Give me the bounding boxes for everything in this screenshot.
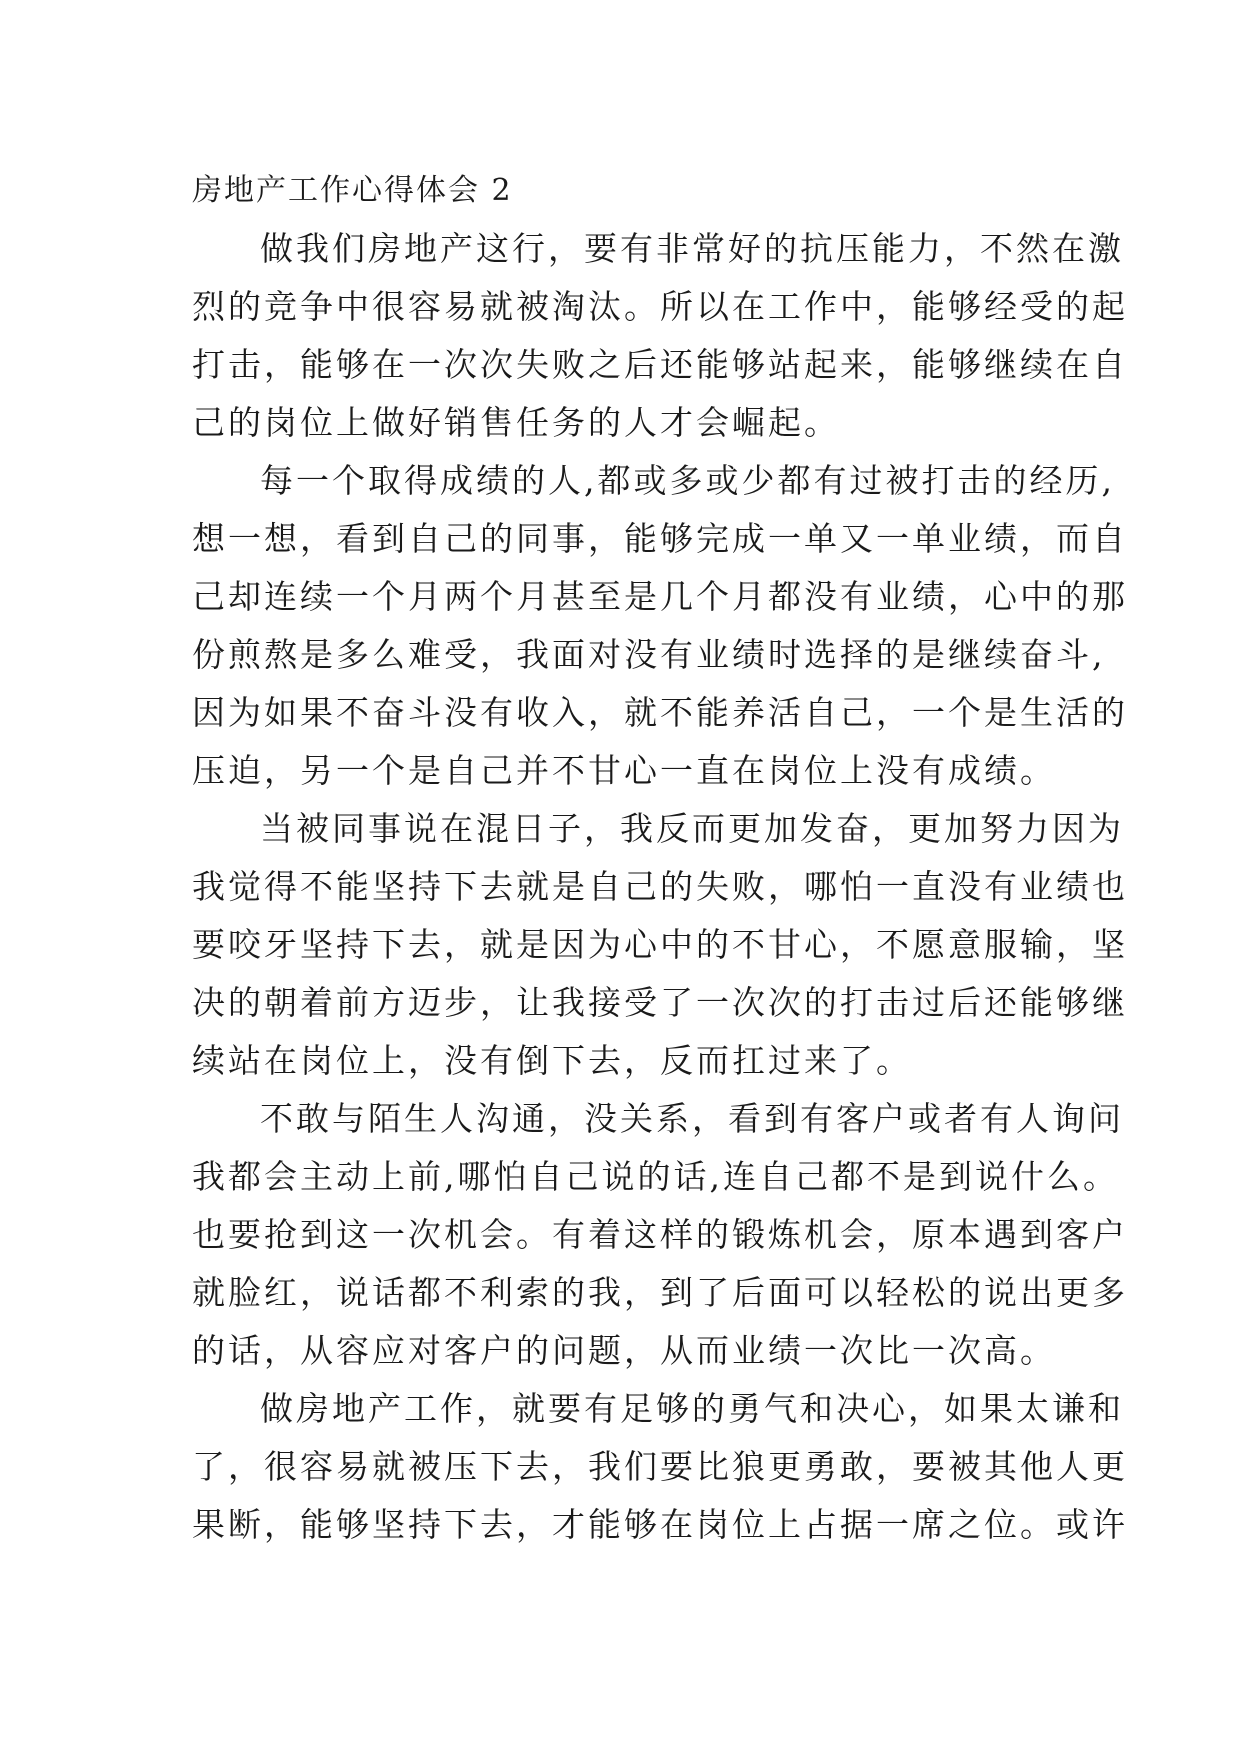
- paragraph-line: 我都会主动上前,哪怕自己说的话,连自己都不是到说什么。: [192, 1157, 1119, 1196]
- paragraph-line: 的话，从容应对客户的问题，从而业绩一次比一次高。: [192, 1331, 1056, 1370]
- paragraph-line: 要咬牙坚持下去，就是因为心中的不甘心，不愿意服输，坚: [192, 925, 1128, 964]
- paragraph-1: [192, 220, 1128, 452]
- paragraph-line: 不敢与陌生人沟通，没关系，看到有客户或者有人询问: [260, 1099, 1124, 1138]
- paragraph-line: 压迫，另一个是自己并不甘心一直在岗位上没有成绩。: [192, 751, 1056, 790]
- paragraph-line: 烈的竞争中很容易就被淘汰。所以在工作中，能够经受的起: [192, 287, 1128, 326]
- paragraph-line: 了，很容易就被压下去，我们要比狼更勇敢，要被其他人更: [192, 1447, 1128, 1486]
- paragraph-line: 续站在岗位上，没有倒下去，反而扛过来了。: [192, 1041, 912, 1080]
- document-page: [192, 162, 1128, 1554]
- paragraph-line: 我觉得不能坚持下去就是自己的失败，哪怕一直没有业绩也: [192, 867, 1128, 906]
- paragraph-3: [192, 800, 1128, 1090]
- paragraph-line: 己的岗位上做好销售任务的人才会崛起。: [192, 403, 840, 442]
- paragraph-line: 做我们房地产这行，要有非常好的抗压能力，不然在激: [260, 229, 1124, 268]
- document-title: 房地产工作心得体会 2: [192, 173, 513, 208]
- paragraph-line: 份煎熬是多么难受，我面对没有业绩时选择的是继续奋斗,: [192, 635, 1106, 674]
- paragraph-2: [192, 452, 1128, 800]
- paragraph-line: 打击，能够在一次次失败之后还能够站起来，能够继续在自: [192, 345, 1128, 384]
- paragraph-line: 己却连续一个月两个月甚至是几个月都没有业绩，心中的那: [192, 577, 1128, 616]
- paragraph-line: 做房地产工作，就要有足够的勇气和决心，如果太谦和: [260, 1389, 1124, 1428]
- paragraph-line: 想一想，看到自己的同事，能够完成一单又一单业绩，而自: [192, 519, 1128, 558]
- paragraph-line: 就脸红，说话都不利索的我，到了后面可以轻松的说出更多: [192, 1273, 1128, 1312]
- paragraph-line: 因为如果不奋斗没有收入，就不能养活自己，一个是生活的: [192, 693, 1128, 732]
- paragraph-line: 每一个取得成绩的人,都或多或少都有过被打击的经历,: [260, 461, 1115, 500]
- paragraph-4: [192, 1090, 1128, 1380]
- paragraph-5: [192, 1380, 1128, 1554]
- paragraph-line: 果断，能够坚持下去，才能够在岗位上占据一席之位。或许: [192, 1505, 1128, 1544]
- paragraph-line: 也要抢到这一次机会。有着这样的锻炼机会，原本遇到客户: [192, 1215, 1128, 1254]
- paragraph-line: 决的朝着前方迈步，让我接受了一次次的打击过后还能够继: [192, 983, 1128, 1022]
- paragraph-line: 当被同事说在混日子，我反而更加发奋，更加努力因为: [260, 809, 1124, 848]
